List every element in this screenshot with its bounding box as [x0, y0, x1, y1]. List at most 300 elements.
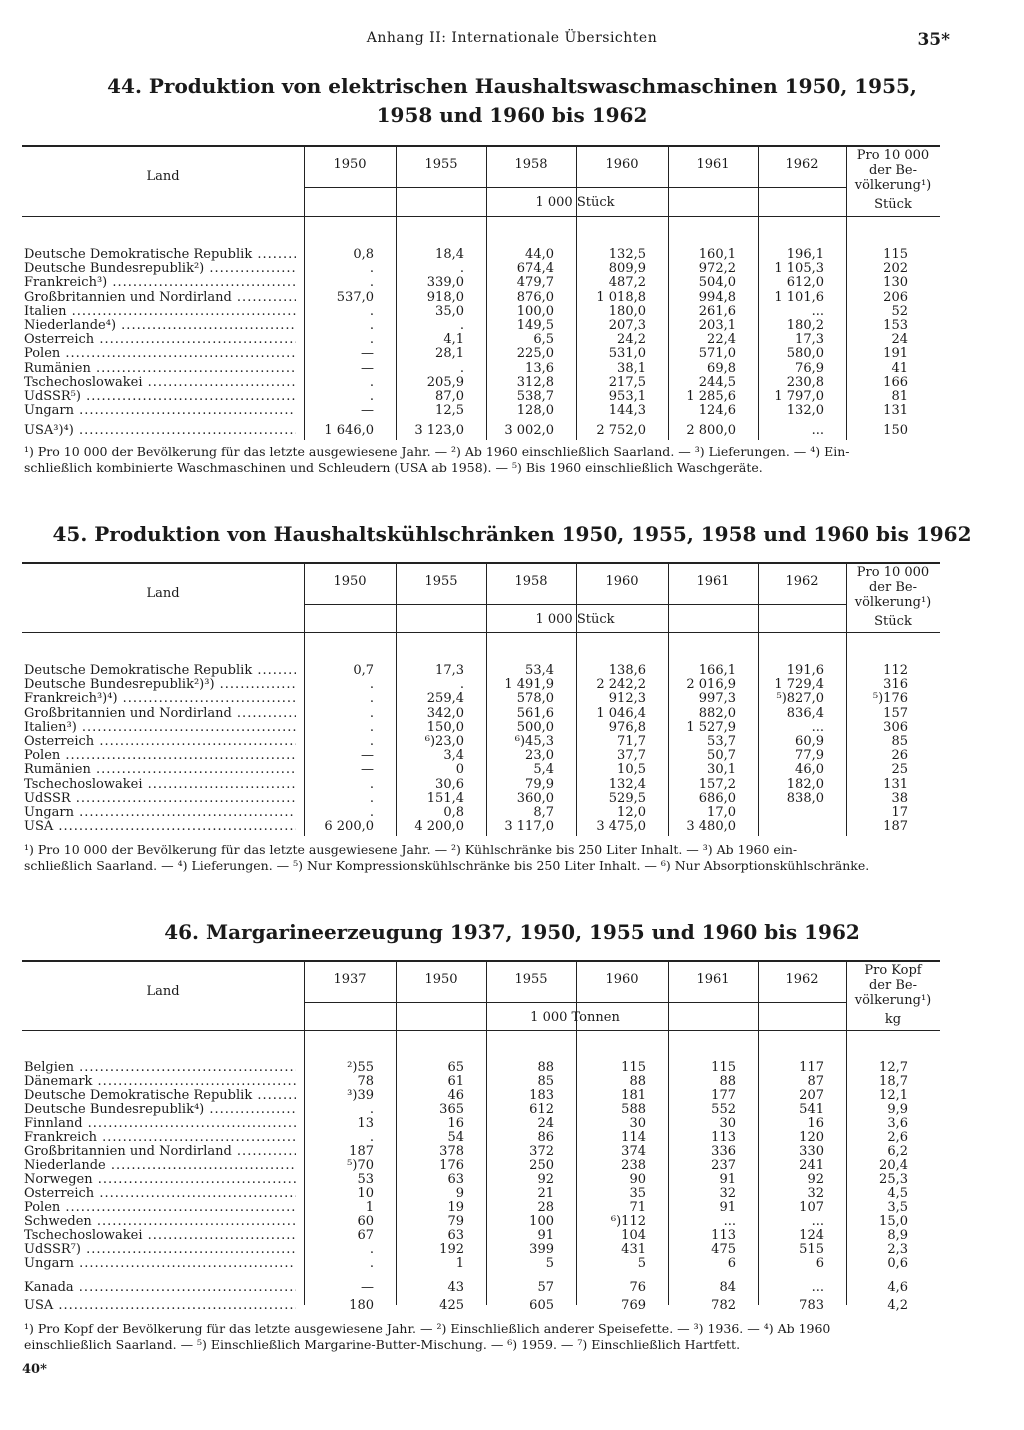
table-row	[0, 291, 1024, 305]
country-name: Österreich .....	[24, 1187, 296, 1201]
value-cell: ...	[811, 423, 824, 439]
header-top-rule	[22, 960, 940, 962]
value-cell: 3 480,0	[686, 819, 736, 835]
value-cell: 37,7	[617, 748, 646, 764]
value-cell: —	[361, 1280, 374, 1295]
table-row	[0, 319, 1024, 333]
country-name: Finnland .....	[24, 1117, 296, 1131]
per-header-line: der Be-	[868, 978, 917, 993]
header-bottom-rule	[22, 632, 940, 633]
value-cell: ⁶)45,3	[514, 734, 554, 749]
per-capita-cell: 2,3	[887, 1242, 908, 1257]
value-cell: 552	[711, 1102, 736, 1117]
unit-label: 1 000 Tonnen	[530, 1010, 620, 1025]
value-cell: 117	[799, 1060, 824, 1075]
column-header-year: 1950	[333, 157, 367, 172]
value-cell: 92	[807, 1172, 824, 1187]
footnote-line: ¹) Pro Kopf der Bevölkerung für das letzte ausgewiesene Jahr. — ²) Einschließlich anderer Speisefette. — ³) 1936. — ⁴) Ab 1960	[24, 1321, 831, 1336]
value-cell: 1 018,8	[596, 289, 646, 305]
value-cell: 113	[711, 1130, 736, 1145]
country-name: Polen .....	[24, 1201, 296, 1215]
value-cell: ²)55	[347, 1060, 374, 1075]
value-cell: 918,0	[426, 289, 464, 305]
value-cell: 2 016,9	[686, 677, 736, 693]
value-cell: 18,4	[435, 247, 464, 262]
value-cell: 65	[447, 1060, 464, 1075]
value-cell: 783	[799, 1298, 824, 1313]
value-cell: 23,0	[525, 748, 554, 764]
country-name: Norwegen .....	[24, 1173, 296, 1187]
value-cell: 365	[439, 1102, 464, 1117]
value-cell: .	[369, 275, 374, 291]
value-cell: .	[369, 677, 374, 693]
value-cell: —	[361, 346, 374, 362]
header-bottom-rule	[22, 216, 940, 217]
table-row	[0, 262, 1024, 276]
value-cell: 91	[719, 1172, 736, 1187]
value-cell: 19	[447, 1200, 464, 1215]
value-cell: 207,3	[608, 318, 646, 333]
column-header-year: 1950	[424, 972, 458, 987]
value-cell: 561,6	[516, 705, 554, 721]
table-title	[0, 72, 1024, 130]
country-name: Deutsche Bundesrepublik⁴) .....	[24, 1103, 296, 1117]
per-capita-cell: 81	[891, 389, 908, 404]
value-cell: 35,0	[435, 303, 464, 319]
value-cell: 30,6	[435, 776, 464, 792]
country-name: Tschechoslowakei .....	[24, 1229, 296, 1243]
per-capita-cell: 4,2	[887, 1298, 908, 1313]
per-header-line: völkerung¹)	[854, 993, 932, 1008]
value-cell: 2 752,0	[596, 423, 646, 439]
value-cell: 76	[629, 1280, 646, 1295]
column-header-year: 1960	[605, 157, 639, 172]
value-cell: 515	[799, 1242, 824, 1257]
value-cell: 1 046,4	[596, 705, 646, 721]
country-name: Österreich .....	[24, 333, 296, 347]
per-capita-cell: 187	[883, 819, 908, 835]
per-capita-cell: 131	[883, 776, 908, 792]
value-cell: 537,0	[336, 289, 374, 305]
value-cell: 35	[629, 1186, 646, 1201]
value-cell: 0,7	[353, 663, 374, 678]
value-cell: .	[459, 318, 464, 333]
value-cell: 336	[711, 1144, 736, 1159]
value-cell: 372	[529, 1144, 554, 1159]
value-cell: 588	[621, 1102, 646, 1117]
country-name: Großbritannien und Nordirland .....	[24, 707, 296, 721]
value-cell: ⁶)112	[610, 1214, 646, 1229]
value-cell: 180	[349, 1298, 374, 1313]
table-row	[0, 721, 1024, 735]
value-cell: 30	[719, 1116, 736, 1131]
per-capita-cell: 25	[891, 762, 908, 778]
value-cell: 0,8	[443, 805, 464, 820]
value-cell: 504,0	[698, 275, 736, 291]
value-cell: 5,4	[533, 762, 554, 778]
running-head: Anhang II: Internationale Übersichten	[366, 30, 658, 46]
value-cell: 67	[357, 1228, 374, 1243]
value-cell: 238	[621, 1158, 646, 1173]
column-header-year: 1960	[605, 574, 639, 589]
value-cell: 61	[447, 1074, 464, 1089]
column-header-year: 1961	[696, 972, 730, 987]
table-row	[0, 778, 1024, 792]
value-cell: 69,8	[707, 360, 736, 376]
value-cell: ...	[811, 1280, 824, 1295]
value-cell: 580,0	[786, 346, 824, 362]
country-name: Niederlande⁴) .....	[24, 319, 296, 333]
value-cell: 6,5	[533, 332, 554, 348]
table-footnotes	[24, 842, 944, 874]
country-name: Schweden .....	[24, 1215, 296, 1229]
country-name: Niederlande .....	[24, 1159, 296, 1173]
value-cell: 997,3	[698, 691, 736, 707]
table-row	[0, 1281, 1024, 1295]
value-cell: 1 527,9	[686, 719, 736, 735]
value-cell: 76,9	[795, 360, 824, 376]
header-top-rule	[22, 145, 940, 147]
value-cell: 43	[447, 1280, 464, 1295]
column-header-year: 1958	[514, 157, 548, 172]
table-footnotes	[24, 444, 944, 476]
column-header-land: Land	[146, 586, 180, 601]
value-cell: 500,0	[516, 719, 554, 735]
value-cell: 12,0	[617, 805, 646, 820]
value-cell: 431	[621, 1242, 646, 1257]
value-cell: 876,0	[516, 289, 554, 305]
value-cell: 1 105,3	[774, 261, 824, 277]
table-row	[0, 1131, 1024, 1145]
per-header-line: völkerung¹)	[854, 595, 932, 610]
country-name: UdSSR⁵) .....	[24, 390, 296, 404]
column-header-year: 1950	[333, 574, 367, 589]
country-name: Großbritannien und Nordirland .....	[24, 1145, 296, 1159]
value-cell: 90	[629, 1172, 646, 1187]
table-row	[0, 404, 1024, 418]
value-cell: 241	[799, 1158, 824, 1173]
table-title-line: 45. Produktion von Haushaltskühlschränken 1950, 1955, 1958 und 1960 bis 1962	[52, 522, 972, 546]
value-cell: 86	[537, 1130, 554, 1145]
per-capita-cell: 130	[883, 275, 908, 291]
country-name: Tschechoslowakei .....	[24, 376, 296, 390]
value-cell: 2 800,0	[686, 423, 736, 439]
unit-label: 1 000 Stück	[535, 612, 615, 627]
value-cell: 207	[799, 1088, 824, 1103]
value-cell: 63	[447, 1228, 464, 1243]
value-cell: 6	[815, 1256, 824, 1271]
value-cell: 113	[711, 1228, 736, 1243]
value-cell: 578,0	[516, 691, 554, 707]
value-cell: .	[369, 374, 374, 390]
value-cell: 88	[537, 1060, 554, 1075]
value-cell: .	[369, 1130, 374, 1145]
value-cell: 166,1	[698, 663, 736, 678]
value-cell: 3 117,0	[504, 819, 554, 835]
value-cell: 120	[799, 1130, 824, 1145]
country-name: Kanada .....	[24, 1281, 296, 1295]
per-capita-cell: 20,4	[879, 1158, 908, 1173]
table-row	[0, 707, 1024, 721]
per-capita-cell: 3,6	[887, 1116, 908, 1131]
column-header-year: 1962	[785, 574, 819, 589]
value-cell: 217,5	[608, 374, 646, 390]
value-cell: 261,6	[698, 303, 736, 319]
value-cell: 191,6	[786, 663, 824, 678]
value-cell: 838,0	[786, 790, 824, 806]
value-cell: 1 729,4	[774, 677, 824, 693]
table-title	[0, 918, 1024, 947]
column-header-per	[846, 963, 940, 1008]
value-cell: .	[369, 261, 374, 277]
country-name: Deutsche Bundesrepublik²)³) .....	[24, 678, 296, 692]
country-name: Deutsche Demokratische Republik .....	[24, 664, 296, 678]
value-cell: 5	[545, 1256, 554, 1271]
value-cell: 115	[711, 1060, 736, 1075]
value-cell: ³)39	[347, 1088, 374, 1103]
value-cell: 360,0	[516, 790, 554, 806]
value-cell: 180,2	[786, 318, 824, 333]
value-cell: 114	[621, 1130, 646, 1145]
country-name: Deutsche Demokratische Republik .....	[24, 248, 296, 262]
value-cell: 250	[529, 1158, 554, 1173]
value-cell: 1 285,6	[686, 389, 736, 404]
table-title-line: 1958 und 1960 bis 1962	[376, 103, 648, 127]
value-cell: 538,7	[516, 389, 554, 404]
value-cell: 0	[455, 762, 464, 778]
per-capita-cell: 8,9	[887, 1228, 908, 1243]
per-capita-cell: 115	[883, 247, 908, 262]
value-cell: 128,0	[516, 403, 554, 419]
table-row	[0, 820, 1024, 834]
per-capita-cell: 3,5	[887, 1200, 908, 1215]
per-capita-cell: 316	[883, 677, 908, 693]
value-cell: 46,0	[795, 762, 824, 778]
value-cell: .	[369, 1102, 374, 1117]
value-cell: 77,9	[795, 748, 824, 764]
table-row	[0, 1061, 1024, 1075]
country-name: Frankreich .....	[24, 1131, 296, 1145]
value-cell: 149,5	[516, 318, 554, 333]
value-cell: 160,1	[698, 247, 736, 262]
value-cell: 13	[357, 1116, 374, 1131]
value-cell: 339,0	[426, 275, 464, 291]
country-name: Frankreich³)⁴) .....	[24, 692, 296, 706]
per-capita-cell: 202	[883, 261, 908, 277]
value-cell: 32	[719, 1186, 736, 1201]
value-cell: 30,1	[707, 762, 736, 778]
country-name: Großbritannien und Nordirland .....	[24, 291, 296, 305]
page-number: 35*	[917, 30, 950, 50]
value-cell: 972,2	[698, 261, 736, 277]
value-cell: —	[361, 403, 374, 419]
country-name: Deutsche Demokratische Republik .....	[24, 1089, 296, 1103]
value-cell: 46	[447, 1088, 464, 1103]
per-header-line: Pro 10 000	[856, 565, 930, 580]
table-row	[0, 1145, 1024, 1159]
value-cell: .	[369, 389, 374, 404]
table-row	[0, 1089, 1024, 1103]
per-capita-cell: 191	[883, 346, 908, 362]
value-cell: 182,0	[786, 776, 824, 792]
value-cell: 100,0	[516, 303, 554, 319]
per-unit-label: Stück	[874, 614, 912, 629]
value-cell: 529,5	[608, 790, 646, 806]
value-cell: 674,4	[516, 261, 554, 277]
table-row	[0, 1215, 1024, 1229]
value-cell: 132,0	[786, 403, 824, 419]
per-capita-cell: 2,6	[887, 1130, 908, 1145]
unit-label: 1 000 Stück	[535, 195, 615, 210]
value-cell: 6 200,0	[324, 819, 374, 835]
value-cell: 183	[529, 1088, 554, 1103]
per-capita-cell: 18,7	[879, 1074, 908, 1089]
country-name: Frankreich³) .....	[24, 276, 296, 290]
per-header-line: der Be-	[868, 163, 917, 178]
value-cell: 53	[357, 1172, 374, 1187]
value-cell: 882,0	[698, 705, 736, 721]
column-header-year: 1962	[785, 972, 819, 987]
column-header-land: Land	[146, 169, 180, 184]
per-capita-cell: 17	[891, 805, 908, 820]
country-name: Rumänien .....	[24, 763, 296, 777]
footnote-line: schließlich Saarland. — ⁴) Lieferungen. — ⁵) Nur Kompressionskühlschränke bis 250 Liter Inhalt. — ⁶) Nur Absorptionskühlschränke.	[24, 858, 870, 874]
value-cell: 181	[621, 1088, 646, 1103]
value-cell: 71	[629, 1200, 646, 1215]
value-cell: 84	[719, 1280, 736, 1295]
value-cell: 6	[727, 1256, 736, 1271]
country-name: Ungarn .....	[24, 404, 296, 418]
country-name: Polen .....	[24, 749, 296, 763]
country-name: Deutsche Bundesrepublik²) .....	[24, 262, 296, 276]
value-cell: 196,1	[786, 247, 824, 262]
value-cell: 115	[621, 1060, 646, 1075]
value-cell: 225,0	[516, 346, 554, 362]
value-cell: 24	[537, 1116, 554, 1131]
table-row	[0, 1299, 1024, 1313]
table-row	[0, 792, 1024, 806]
value-cell: 3,4	[443, 748, 464, 764]
value-cell: 10,5	[617, 762, 646, 778]
value-cell: 1 797,0	[774, 389, 824, 404]
value-cell: 16	[447, 1116, 464, 1131]
value-cell: .	[369, 734, 374, 749]
value-cell: 769	[621, 1298, 646, 1313]
footnote-line: schließlich kombinierte Waschmaschinen und Schleudern (USA ab 1958). — ⁵) Bis 1960 einschließlich Waschgeräte.	[24, 460, 763, 476]
value-cell: 88	[629, 1074, 646, 1089]
value-cell: 104	[621, 1228, 646, 1243]
value-cell: ...	[811, 1214, 824, 1229]
per-capita-cell: 153	[883, 318, 908, 333]
value-cell: 107	[799, 1200, 824, 1215]
value-cell: 259,4	[426, 691, 464, 707]
country-name: Ungarn .....	[24, 806, 296, 820]
value-cell: 330	[799, 1144, 824, 1159]
table-title-line: 44. Produktion von elektrischen Haushaltswaschmaschinen 1950, 1955,	[107, 74, 917, 98]
country-name: UdSSR .....	[24, 792, 296, 806]
value-cell: 3 002,0	[504, 423, 554, 439]
header-top-rule	[22, 562, 940, 564]
per-capita-cell: 38	[891, 790, 908, 806]
per-capita-cell: 52	[891, 303, 908, 319]
value-cell: 53,7	[707, 734, 736, 749]
column-header-per	[846, 148, 940, 193]
table-row	[0, 305, 1024, 319]
table-row	[0, 735, 1024, 749]
column-header-year: 1955	[514, 972, 548, 987]
value-cell: ⁵)827,0	[776, 691, 824, 707]
table-row	[0, 333, 1024, 347]
country-name: Ungarn .....	[24, 1257, 296, 1271]
value-cell: .	[369, 318, 374, 333]
value-cell: 475	[711, 1242, 736, 1257]
page-footer-mark: 40*	[22, 1362, 47, 1377]
table-row	[0, 1229, 1024, 1243]
per-header-line: Pro 10 000	[856, 148, 930, 163]
value-cell: 32	[807, 1186, 824, 1201]
column-header-year: 1960	[605, 972, 639, 987]
value-cell: 180,0	[608, 303, 646, 319]
column-header-land: Land	[146, 984, 180, 999]
value-cell: 686,0	[698, 790, 736, 806]
value-cell: .	[459, 677, 464, 693]
value-cell: 994,8	[698, 289, 736, 305]
value-cell: 124	[799, 1228, 824, 1243]
per-capita-cell: 131	[883, 403, 908, 419]
table-row	[0, 1187, 1024, 1201]
value-cell: 53,4	[525, 663, 554, 678]
value-cell: ⁶)23,0	[424, 734, 464, 749]
value-cell: 3 123,0	[414, 423, 464, 439]
table-row	[0, 1201, 1024, 1215]
value-cell: 836,4	[786, 705, 824, 721]
per-capita-cell: 9,9	[887, 1102, 908, 1117]
table-title-line: 46. Margarineerzeugung 1937, 1950, 1955 und 1960 bis 1962	[164, 920, 860, 944]
table-row	[0, 376, 1024, 390]
column-header-year: 1955	[424, 574, 458, 589]
value-cell: 205,9	[426, 374, 464, 390]
table-title	[0, 520, 1024, 549]
per-capita-cell: 41	[891, 360, 908, 376]
table-row	[0, 347, 1024, 361]
value-cell: 87	[807, 1074, 824, 1089]
table-row	[0, 1243, 1024, 1257]
header-bottom-rule	[22, 1030, 940, 1031]
per-capita-cell: 112	[883, 663, 908, 678]
column-header-year: 1961	[696, 574, 730, 589]
value-cell: 38,1	[617, 360, 646, 376]
table-row	[0, 692, 1024, 706]
value-cell: 57	[537, 1280, 554, 1295]
column-header-year: 1955	[424, 157, 458, 172]
value-cell: 177	[711, 1088, 736, 1103]
value-cell: 187	[349, 1144, 374, 1159]
footnote-line: ¹) Pro 10 000 der Bevölkerung für das letzte ausgewiesene Jahr. — ²) Kühlschränke bis 250 Liter Inhalt. — ³) Ab 1960 ein-	[24, 842, 798, 858]
column-header-year: 1958	[514, 574, 548, 589]
value-cell: ...	[811, 719, 824, 735]
unit-rule	[304, 604, 846, 605]
value-cell: 1 646,0	[324, 423, 374, 439]
table-row	[0, 1257, 1024, 1271]
value-cell: 17,3	[435, 663, 464, 678]
country-name: UdSSR⁷) .....	[24, 1243, 296, 1257]
column-header-year: 1962	[785, 157, 819, 172]
value-cell: 2 242,2	[596, 677, 646, 693]
value-cell: .	[369, 303, 374, 319]
value-cell: .	[459, 360, 464, 376]
value-cell: 92	[537, 1172, 554, 1187]
value-cell: 22,4	[707, 332, 736, 348]
